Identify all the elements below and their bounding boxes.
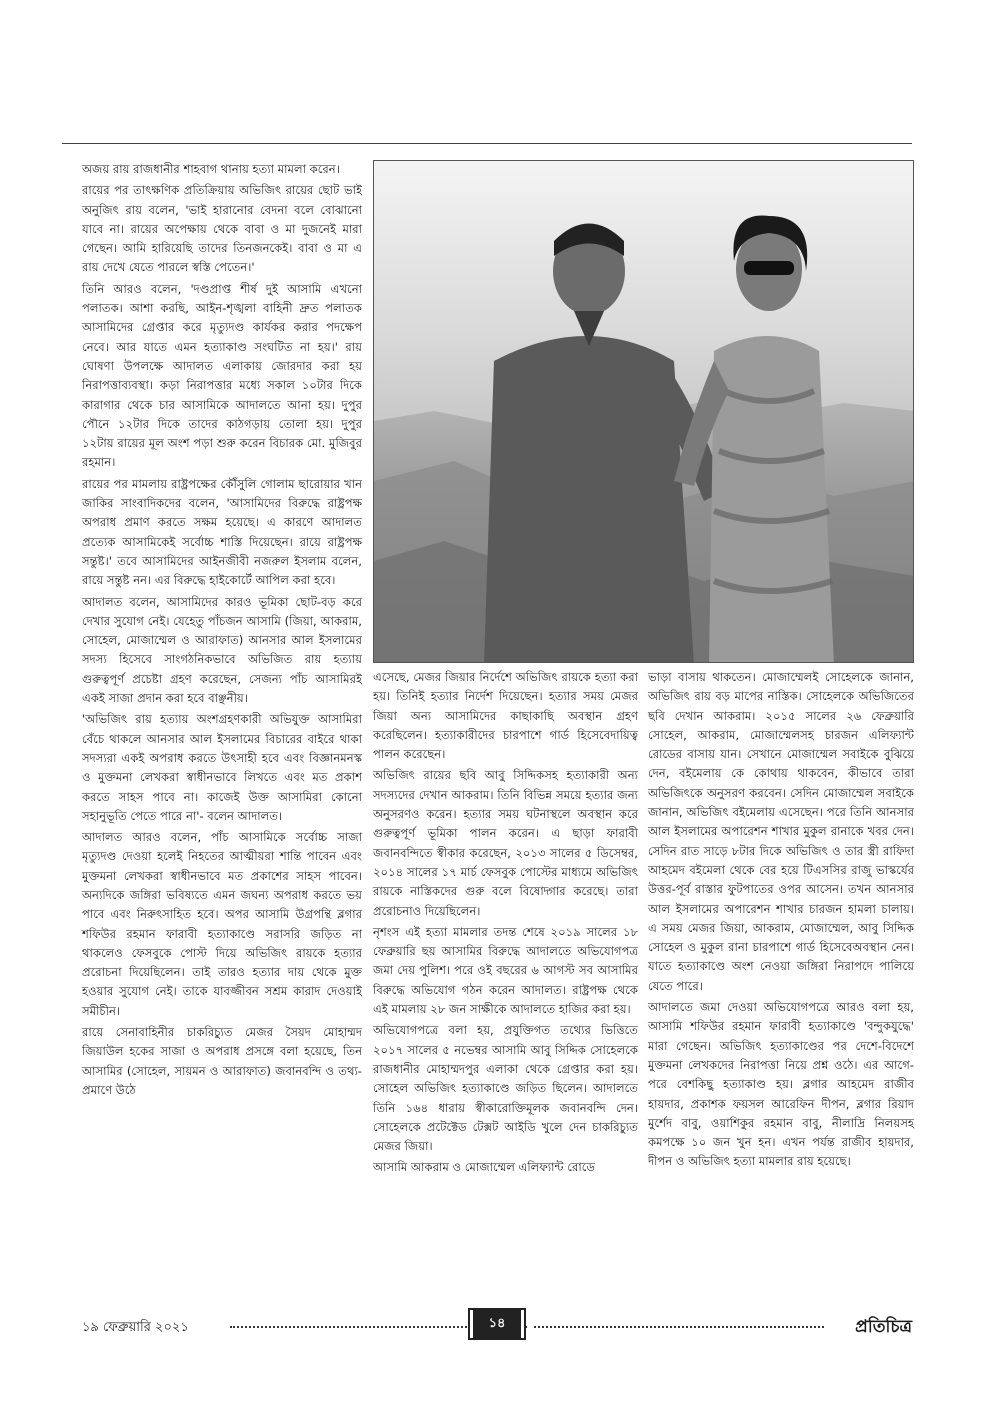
paragraph: রায়ের পর মামলায় রাষ্ট্রপক্ষের কৌঁসুলি গোলাম ছারোয়ার খান জাকির সাংবাদিকদের বলেন, 'আসামিদের বিরুদ্ধে রাষ্ট্রপক্ষ অপরাধ প্রমাণ করতে সক্ষম হয়েছে। এ কারণে আদালত প্রত্যেক আসামিকেই সর্বোচ্চ শাস্তি দিয়েছেন। রায়ে রাষ্ট্রপক্ষ সন্তুষ্ট।' তবে আসামিদের আইনজীবী নজরুল ইসলাম বলেন, রায়ে সন্তুষ্ট নন। এর বিরুদ্ধে হাইকোর্টে আপিল করা হবে। xyxy=(82,476,362,588)
paragraph: এসেছে, মেজর জিয়ার নির্দেশে অভিজিৎ রায়কে হত্যা করা হয়। তিনিই হত্যার নির্দেশ দিয়েছেন। হত্যার সময় মেজর জিয়া অন্য আসামিদের কাছাকাছি অবস্থান গ্রহণ করেছিলেন। হত্যাকারীদের চারপাশে গার্ড হিসেবেদায়িত্ব পালন করেছেন। xyxy=(373,670,638,762)
page-footer xyxy=(62,1310,912,1344)
paragraph: অজয় রায় রাজধানীর শাহবাগ থানায় হত্যা মামলা করেন। xyxy=(82,162,340,176)
paragraph: আসামি আকরাম ও মোজাম্মেল এলিফ্যান্ট রোডে xyxy=(373,1160,595,1175)
paragraph: আদালত বলেন, আসামিদের কারও ভূমিকা ছোট-বড় করে দেখার সুযোগ নেই। যেহেতু পাঁচজন আসামি (জিয়া, আকরাম, সোহেল, মোজাম্মেল ও আরাফাত) আনসার আল ইসলামের সদস্য হিসেবে সাংগঠনিকভাবে অভিজিত রায় হত্যায় গুরুত্বপূর্ণ প্রচেষ্টা গ্রহণ করেছেন, সেজন্য পাঁচ আসামিরই একই সাজা প্রদান করা হবে বাঞ্ছনীয়। xyxy=(82,594,362,706)
paragraph: তিনি আরও বলেন, 'দণ্ডপ্রাপ্ত শীর্ষ দুই আসামি এখনো পলাতক। আশা করছি, আইন-শৃঙ্খলা বাহিনী দ্রুত পলাতক আসামিদের গ্রেপ্তার করে মৃত্যুদণ্ড কার্যকর করার পদক্ষেপ নেবে। আর যাতে এমন হত্যাকাণ্ড সংঘটিত না হয়।' রায় ঘোষণা উপলক্ষে আদালত এলাকায় জোরদার করা হয় নিরাপত্তাব্যবস্থা। কড়া নিরাপত্তার মধ্যে সকাল ১০টার দিকে কারাগার থেকে চার আসামিকে আদালতে আনা হয়। দুপুর পৌনে ১২টার দিকে তাদের কাঠগড়ায় তোলা হয়। দুপুর ১২টায় রায়ের মূল অংশ পড়া শুরু করেন বিচারক মো. মুজিবুর রহমান। xyxy=(82,281,362,470)
page-number: ১৪ xyxy=(470,1310,524,1338)
issue-date: ১৯ ফেব্রুয়ারি ২০২১ xyxy=(82,1320,189,1335)
paragraph: 'অভিজিৎ রায় হত্যায় অংশগ্রহণকারী অভিযুক্ত আসামিরা বেঁচে থাকলে আনসার আল ইসলামের বিচারের বাইরে থাকা সদস্যরা একই অপরাধ করতে উৎসাহী হবে এবং বিজ্ঞানমনস্ক ও মুক্তমনা লেখকরা স্বাধীনভাবে লিখতে এবং মত প্রকাশ করতে সাহস পাবে না। কাজেই উক্ত আসামিরা কোনো সহানুভূতি পেতে পারে না'- বলেন আদালত। xyxy=(82,712,362,823)
paragraph: রায়ের পর তাৎক্ষণিক প্রতিক্রিয়ায় অভিজিৎ রায়ের ছোট ভাই অনুজিৎ রায় বলেন, 'ভাই হারানোর বেদনা বলে বোঝানো যাবে না। রায়ের অপেক্ষায় থেকে বাবা ও মা দুজনেই মারা গেছেন। আমি হারিয়েছি তাদের তিনজনকেই। বাবা ও মা এ রায় দেখে যেতে পারলে স্বস্তি পেতেন।' xyxy=(82,183,362,275)
article-column-3 xyxy=(648,668,914,1174)
paragraph: আদালতে জমা দেওয়া অভিযোগপত্রে আরও বলা হয়, আসামি শফিউর রহমান ফারাবী হত্যাকাণ্ডে 'বন্দুকযুদ্ধে' মারা গেছেন। অভিজিৎ হত্যাকাণ্ডের পর দেশে-বিদেশে মুক্তমনা লেখকদের নিরাপত্তা নিয়ে প্রশ্ন ওঠে। এর আগে-পরে বেশকিছু হত্যাকাণ্ড হয়। ব্লগার আহমেদ রাজীব হায়দার, প্রকাশক ফয়সল আরেফিন দীপন, ব্লগার রিয়াদ মুর্শেদ বাবু, ওয়াশিকুর রহমান বাবু, নীলাদ্রি নিলয়সহ কমপক্ষে ১০ জন খুন হন। এখন পর্যন্ত রাজীব হায়দার, দীপন ও অভিজিৎ হত্যা মামলার রায় হয়েছে। xyxy=(648,1000,914,1169)
paragraph: ভাড়া বাসায় থাকতেন। মোজাম্মেলই সোহেলকে জানান, অভিজিৎ রায় বড় মাপের নাস্তিক। সোহেলকে অভিজিতের ছবি দেখান আকরাম। ২০১৫ সালের ২৬ ফেব্রুয়ারি সোহেল, আকরাম, মোজাম্মেলসহ চারজন এলিফ্যান্ট রোডের বাসায় যান। সেখানে মোজাম্মেল সবাইকে বুঝিয়ে দেন, বইমেলায় কে কোথায় থাকবেন, কীভাবে তারা অভিজিৎকে অনুসরণ করবেন। সেদিন মোজাম্মেল সবাইকে জানান, অভিজিৎ বইমেলায় এসেছেন। পরে তিনি আনসার আল ইসলামের অপারেশন শাখার মুকুল রানাকে খবর দেন। সেদিন রাত সাড়ে ৮টার দিকে অভিজিৎ ও তার স্ত্রী রাফিদা আহমেদ বইমেলা থেকে বের হয়ে টিএসসির রাজু ভাস্কর্যের উত্তর-পূর্ব রাস্তার ফুটপাতের ওপর আসেন। তখন আনসার আল ইসলামের অপারেশন শাখার চারজন হামলা চালায়। এ সময় মেজর জিয়া, আকরাম, মোজাম্মেল, আবু সিদ্দিক সোহেল ও মুকুল রানা চারপাশে গার্ড হিসেবেঅবস্থান নেন। যাতে হত্যাকাণ্ডে অংশ নেওয়া জঙ্গিরা নিরাপদে পালিয়ে যেতে পারে। xyxy=(648,670,914,993)
paragraph: আদালত আরও বলেন, পাঁচ আসামিকে সর্বোচ্চ সাজা মৃত্যুদণ্ড দেওয়া হলেই নিহতের আত্মীয়রা শান্তি পাবেন এবং মুক্তমনা লেখকরা স্বাধীনভাবে মত প্রকাশের সাহস পাবেন। অন্যদিকে জঙ্গিরা ভবিষ্যতে এমন জঘন্য অপরাধ করতে ভয় পাবে এবং নিরুৎসাহিত হবে। অপর আসামি উগ্রপন্থি ব্লগার শফিউর রহমান ফারাবী হত্যাকাণ্ডে সরাসরি জড়িত না থাকলেও ফেসবুকে পোস্ট দিয়ে অভিজিৎ রায়কে হত্যার প্ররোচনা দিয়েছিলেন। তাই তারও হত্যার দায় থেকে মুক্ত হওয়ার সুযোগ নেই। তাকে যাবজ্জীবন সশ্রম কারাদ দেওয়াই সমীচীন। xyxy=(82,830,362,1018)
paragraph: অভিজিৎ রায়ের ছবি আবু সিদ্দিকসহ হত্যাকারী অন্য সদস্যদের দেখান আকরাম। তিনি বিভিন্ন সময়ে হত্যার জন্য অনুসরণও করেন। হত্যার সময় ঘটনাস্থলে অবস্থান করে গুরুত্বপূর্ণ ভূমিকা পালন করেন। এ ছাড়া ফারাবী জবানবন্দিতে স্বীকার করেছেন, ২০১৩ সালের ৫ ডিসেম্বর, ২০১৪ সালের ১৭ মার্চ ফেসবুক পোস্টের মাধ্যমে অভিজিৎ রায়কে নাস্তিকদের গুরু বলে বিষোদ্গার করেছে। তারা প্ররোচনাও দিয়েছিলেন। xyxy=(373,768,638,918)
paragraph: রায়ে সেনাবাহিনীর চাকরিচ্যুত মেজর সৈয়দ মোহাম্মদ জিয়াউল হকের সাজা ও অপরাধ প্রসঙ্গে বলা হয়েছে, তিন আসামির (সোহেল, সায়মন ও আরাফাত) জবানবন্দি ও তথ্য-প্রমাণে উঠে xyxy=(82,1025,362,1097)
top-rule xyxy=(62,143,912,144)
article-column-1 xyxy=(82,160,362,1102)
paragraph: নৃশংস এই হত্যা মামলার তদন্ত শেষে ২০১৯ সালের ১৮ ফেব্রুয়ারি ছয় আসামির বিরুদ্ধে আদালতে অভিযোগপত্র জমা দেয় পুলিশ। পরে ওই বছরের ৬ আগস্ট সব আসামির বিরুদ্ধে অভিযোগ গঠন করেন আদালত। রাষ্ট্রপক্ষ থেকে এই মামলায় ২৮ জন সাক্ষীকে আদালতে হাজির করা হয়। xyxy=(373,924,638,1017)
paragraph: অভিযোগপত্রে বলা হয়, প্রযুক্তিগত তথ্যের ভিত্তিতে ২০১৭ সালের ৫ নভেম্বর আসামি আবু সিদ্দিক সোহেলকে রাজধানীর মোহাম্মদপুর এলাকা থেকে গ্রেপ্তার করা হয়। সোহেল অভিজিৎ হত্যাকাণ্ডে জড়িত ছিলেন। আদালতে তিনি ১৬৪ ধারায় স্বীকারোক্তিমূলক জবানবন্দি দেন। সোহেলকে প্রটেক্টেড টেক্সট আইডি খুলে দেন চাকরিচ্যুত মেজর জিয়া। xyxy=(373,1023,638,1154)
article-column-2 xyxy=(373,668,638,1180)
couple-photo-illustration xyxy=(374,161,914,663)
magazine-brand: প্রতিচিত্র xyxy=(855,1317,912,1337)
article-photo xyxy=(373,160,914,663)
footer-dotted-rule xyxy=(534,1326,824,1328)
